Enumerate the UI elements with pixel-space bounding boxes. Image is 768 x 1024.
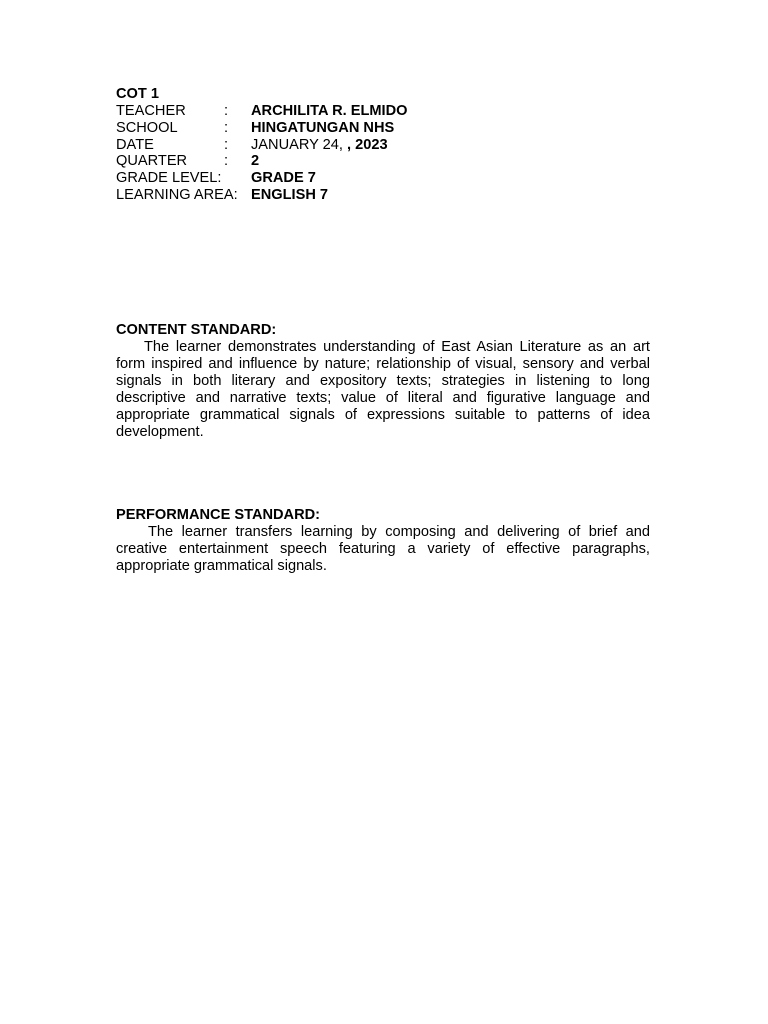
info-label: DATE (116, 136, 154, 153)
info-value-grade-level: GRADE 7 (251, 170, 316, 187)
info-colon: : (224, 153, 229, 170)
content-standard-section (116, 322, 650, 441)
info-label: TEACHER (116, 103, 186, 119)
info-colon: : (224, 103, 229, 119)
date-year: , 2023 (347, 136, 388, 153)
info-value-teacher: ARCHILITA R. ELMIDO (251, 103, 408, 119)
content-standard-body: The learner demonstrates understanding of East Asian Literature as an art form inspired and influence by nature; relationship of visual, sensory and verbal signals in both literary and expository texts; strategies in listening to long descriptive and narrative texts; value of literal and figurative language and appropriate grammatical signals of expressions suitable to patterns of idea development. (116, 339, 650, 440)
date-text: JANUARY 24, (251, 136, 347, 153)
performance-standard-heading: PERFORMANCE STANDARD: (116, 507, 321, 523)
info-value-quarter: 2 (251, 153, 260, 170)
info-label: LEARNING AREA: (116, 186, 238, 203)
info-label: GRADE LEVEL: (116, 170, 222, 187)
info-value-learning-area: ENGLISH 7 (251, 186, 329, 203)
content-standard-heading: CONTENT STANDARD: (116, 322, 277, 338)
info-colon: : (224, 136, 229, 153)
info-label: QUARTER (116, 153, 188, 170)
performance-standard-section (116, 507, 650, 575)
performance-standard-body: The learner transfers learning by composing and delivering of brief and creative entertainment speech featuring a variety of effective paragraphs, appropriate grammatical signals. (116, 524, 650, 574)
info-label: SCHOOL (116, 119, 178, 136)
info-value-school: HINGATUNGAN NHS (251, 119, 395, 136)
info-colon: : (224, 119, 229, 136)
document-title: COT 1 (116, 86, 159, 102)
info-value-date (251, 137, 388, 154)
